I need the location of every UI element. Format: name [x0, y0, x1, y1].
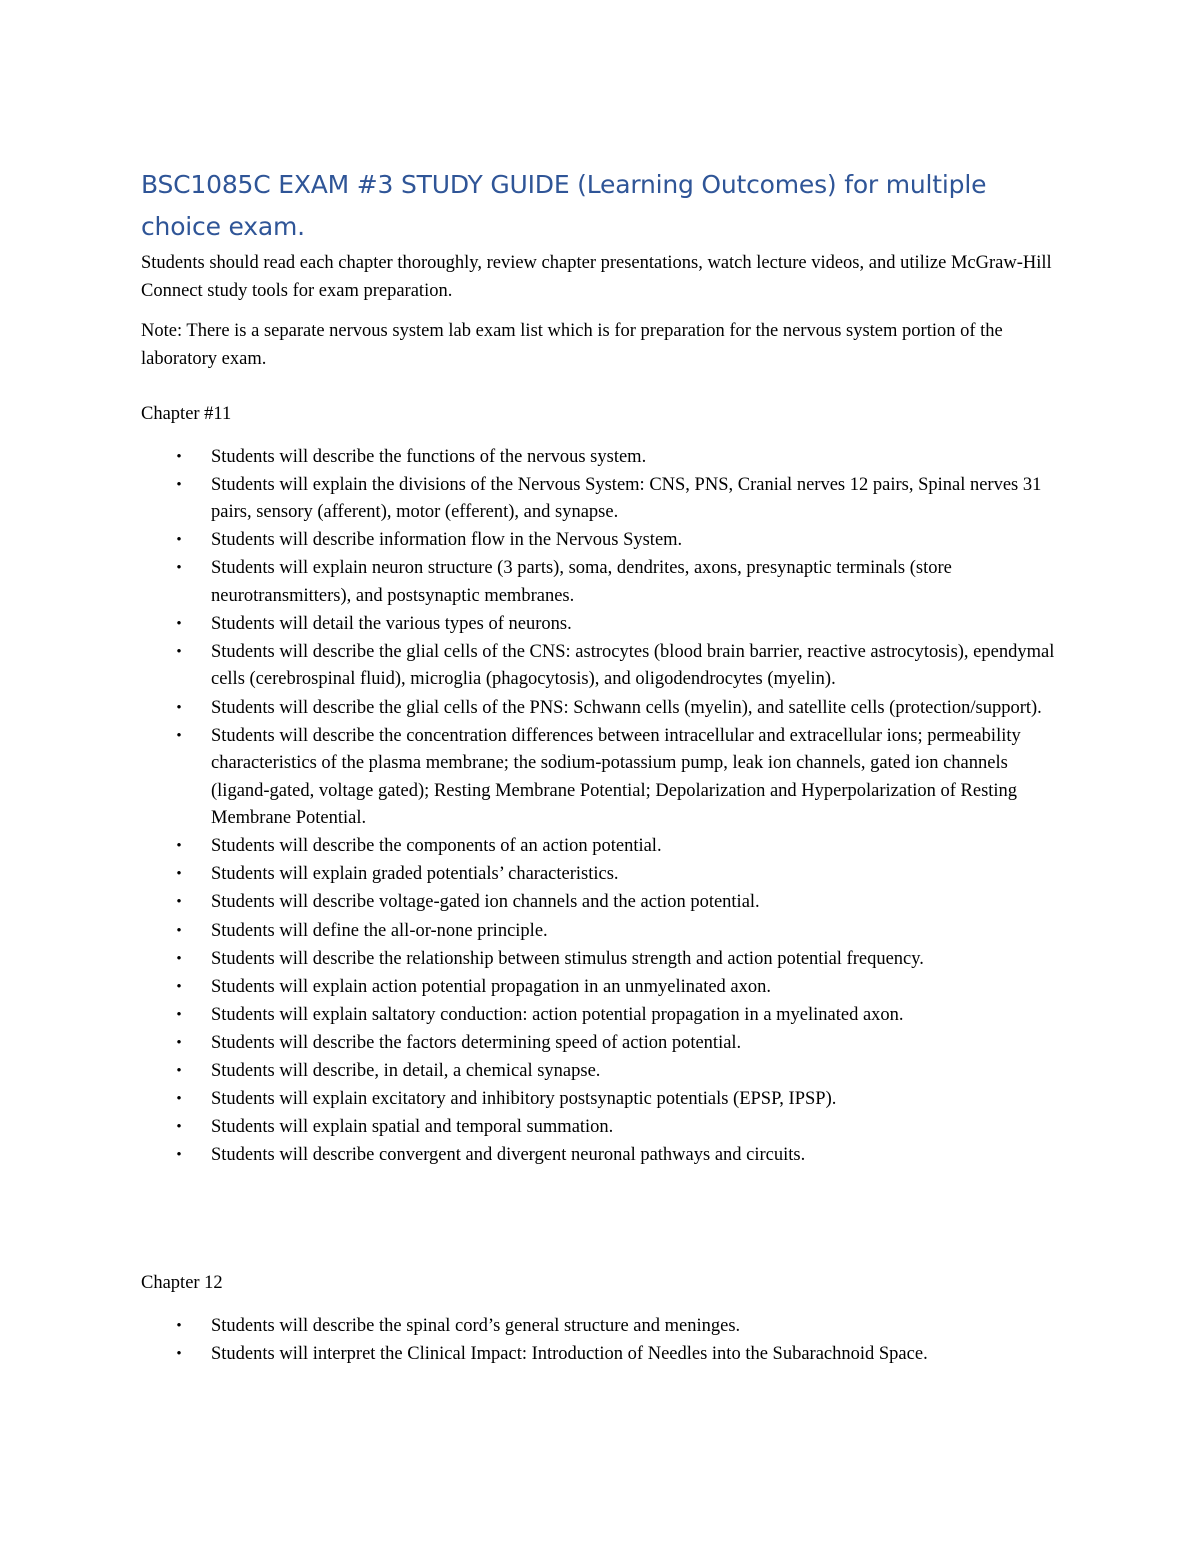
list-item — [141, 1086, 1061, 1114]
list-item-text: Students will interpret the Clinical Impact: Introduction of Needles into the Subarachnoid Space. — [211, 1343, 928, 1364]
list-item-text: Students will explain spatial and temporal summation. — [211, 1117, 614, 1138]
list-item-text: Students will define the all-or-none principle. — [211, 920, 548, 941]
bullet-icon: • — [176, 476, 182, 493]
list-item-text: Students will describe the spinal cord’s general structure and meninges. — [211, 1315, 741, 1336]
list-item-text: Students will describe the relationship between stimulus strength and action potential frequency. — [211, 948, 924, 969]
section-spacer — [141, 1170, 1061, 1270]
bullet-icon: • — [176, 838, 182, 855]
list-item-text: Students will explain action potential propagation in an unmyelinated axon. — [211, 976, 772, 997]
list-item — [141, 946, 1061, 974]
bullet-icon: • — [176, 866, 182, 883]
bullet-icon: • — [176, 1091, 182, 1108]
bullet-icon: • — [176, 1147, 182, 1164]
list-item — [141, 695, 1061, 723]
bullet-icon: • — [176, 1119, 182, 1136]
list-item-text: Students will explain excitatory and inhibitory postsynaptic potentials (EPSP, IPSP). — [211, 1089, 837, 1110]
list-item-text: Students will detail the various types of neurons. — [211, 613, 572, 634]
list-item — [141, 861, 1061, 889]
list-item — [141, 444, 1061, 472]
bullet-icon: • — [176, 615, 182, 632]
bullet-icon: • — [176, 1317, 182, 1334]
list-item — [141, 1058, 1061, 1086]
bullet-icon: • — [176, 560, 182, 577]
bullet-icon: • — [176, 643, 182, 660]
list-item-text: Students will explain neuron structure (3 parts), soma, dendrites, axons, presynaptic terminals (store neurotransmitters), and postsynaptic membranes. — [211, 558, 952, 606]
list-item — [141, 611, 1061, 639]
list-item-text: Students will describe the components of an action potential. — [211, 836, 662, 857]
bullet-icon: • — [176, 699, 182, 716]
chapter-11-outcomes-list — [141, 444, 1061, 1170]
bullet-icon: • — [176, 448, 182, 465]
list-item — [141, 472, 1061, 527]
bullet-icon: • — [176, 1063, 182, 1079]
list-item — [141, 555, 1061, 610]
list-item-text: Students will describe voltage-gated ion channels and the action potential. — [211, 892, 760, 913]
list-item — [141, 1114, 1061, 1142]
list-item-text: Students will describe the functions of the nervous system. — [211, 446, 647, 467]
list-item-text: Students will describe information flow in the Nervous System. — [211, 530, 683, 551]
bullet-icon: • — [176, 532, 182, 549]
note-paragraph: Note: There is a separate nervous system lab exam list which is for preparation for the nervous system portion of the laboratory exam. — [141, 321, 1003, 369]
list-item — [141, 1002, 1061, 1030]
chapter-12-outcomes-list — [141, 1313, 1061, 1369]
list-item — [141, 1030, 1061, 1058]
list-item — [141, 1313, 1061, 1341]
list-item — [141, 974, 1061, 1002]
bullet-icon: • — [176, 978, 182, 995]
intro-paragraph: Students should read each chapter thoroughly, review chapter presentations, watch lecture videos, and utilize McGraw-Hill Connect study tools for exam preparation. — [141, 253, 1052, 301]
list-item — [141, 639, 1061, 694]
bullet-icon: • — [176, 894, 182, 911]
list-item-text: Students will explain saltatory conduction: action potential propagation in a myelinated axon. — [211, 1004, 904, 1025]
document-title: BSC1085C EXAM #3 STUDY GUIDE (Learning Outcomes) for multiple choice exam. — [141, 170, 987, 241]
list-item-text: Students will describe the glial cells of the CNS: astrocytes (blood brain barrier, reactive astrocytosis), ependymal cells (cerebrospinal fluid), microglia (phagocytosis), and oligodendrocytes (myelin). — [211, 641, 1055, 690]
list-item — [141, 1142, 1061, 1170]
list-item-text: Students will explain graded potentials’ characteristics. — [211, 864, 619, 885]
bullet-icon: • — [176, 1034, 182, 1051]
list-item — [141, 1341, 1061, 1369]
list-item-text: Students will explain the divisions of the Nervous System: CNS, PNS, Cranial nerves 12 pairs, Spinal nerves 31 pairs, sensory (afferent), motor (efferent), and synapse. — [211, 474, 1042, 523]
list-item — [141, 527, 1061, 555]
bullet-icon: • — [176, 1006, 182, 1023]
list-item-text: Students will describe convergent and divergent neuronal pathways and circuits. — [211, 1145, 806, 1166]
document-page — [141, 164, 1061, 1369]
bullet-icon: • — [176, 727, 182, 744]
bullet-icon: • — [176, 922, 182, 939]
chapter-heading: Chapter #11 — [141, 404, 232, 424]
list-item-text: Students will describe the concentration differences between intracellular and extracellular ions; permeability characteristics of the plasma membrane; the sodium-potassium pump, leak ion channels, gated ion channels (ligand-gated, voltage gated); Resting Membrane Potential; Depolarization and Hyperpolarization of Resting Membrane Potential. — [211, 725, 1021, 829]
list-item — [141, 889, 1061, 917]
list-item — [141, 723, 1061, 833]
list-item-text: Students will describe the glial cells of the PNS: Schwann cells (myelin), and satellite cells (protection/support). — [211, 697, 1042, 718]
chapter-heading: Chapter 12 — [141, 1273, 223, 1294]
bullet-icon: • — [176, 950, 182, 967]
list-item — [141, 833, 1061, 861]
bullet-icon: • — [176, 1345, 182, 1362]
list-item-text: Students will describe, in detail, a chemical synapse. — [211, 1061, 601, 1081]
list-item — [141, 918, 1061, 946]
list-item-text: Students will describe the factors determining speed of action potential. — [211, 1032, 742, 1053]
